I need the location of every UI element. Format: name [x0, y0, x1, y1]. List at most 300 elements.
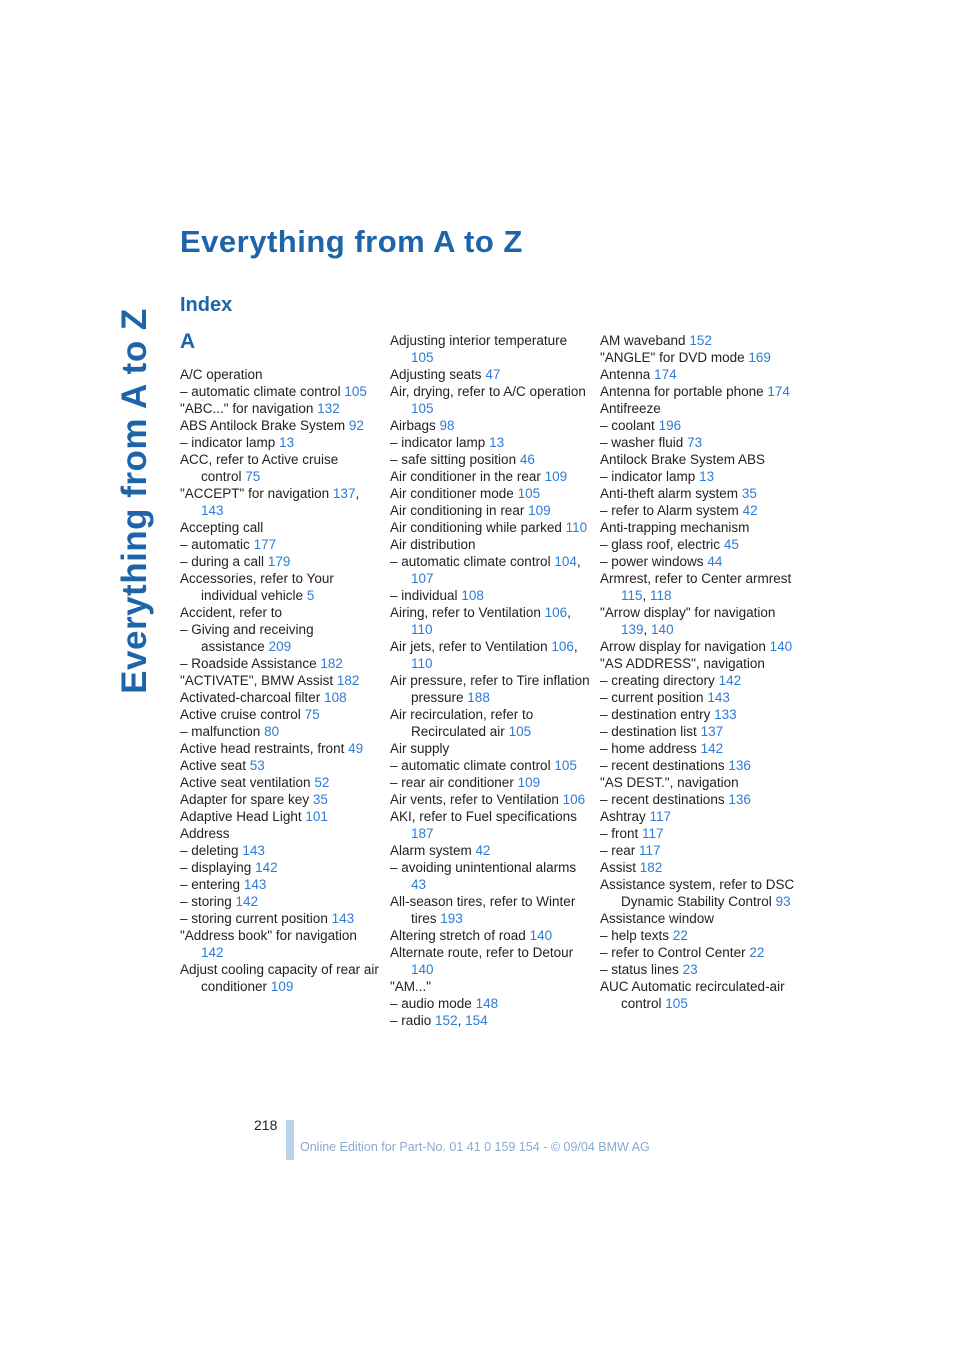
page-link[interactable]: 142 — [201, 945, 224, 960]
page-link[interactable]: 117 — [642, 826, 664, 841]
page-link[interactable]: 106 — [562, 792, 586, 807]
entry-term: – coolant — [600, 418, 655, 433]
index-entry — [180, 910, 380, 927]
page-link[interactable]: 154 — [465, 1013, 488, 1028]
page-link[interactable]: 137 — [332, 486, 356, 501]
index-entry — [180, 383, 380, 400]
index-entry — [600, 944, 800, 961]
page-link[interactable]: 110 — [411, 656, 433, 671]
page-link[interactable]: 23 — [682, 962, 698, 977]
page-link[interactable]: 49 — [348, 741, 364, 756]
index-entry — [600, 604, 800, 638]
entry-term: Active seat ventilation — [180, 775, 311, 790]
entry-term: Air jets, refer to Ventilation — [390, 639, 548, 654]
entry-term: – automatic climate control — [390, 758, 551, 773]
index-entry — [180, 740, 380, 757]
page-link[interactable]: 13 — [279, 435, 295, 450]
entry-term: Airbags — [390, 418, 436, 433]
entry-term: Armrest, refer to Center armrest — [600, 571, 792, 586]
page-link[interactable]: 188 — [467, 690, 490, 705]
index-entry — [390, 383, 590, 417]
entry-term: – help texts — [600, 928, 670, 943]
index-entry — [600, 825, 800, 842]
page-link[interactable]: 105 — [411, 350, 434, 365]
entry-term: Antilock Brake System ABS — [600, 452, 766, 467]
page-link[interactable]: 109 — [528, 503, 551, 518]
index-entry — [180, 757, 380, 774]
entry-term: "AS DEST.", navigation — [600, 775, 739, 790]
page-link[interactable]: 109 — [270, 979, 294, 994]
entry-term: "ABC..." for navigation — [180, 401, 314, 416]
entry-term: Air pressure, refer to Tire inflation pressure — [390, 673, 590, 705]
page-link[interactable]: 140 — [651, 622, 674, 637]
entry-term: – audio mode — [390, 996, 472, 1011]
index-entry — [390, 791, 590, 808]
entry-term: Adapter for spare key — [180, 792, 310, 807]
index-entry — [600, 757, 800, 774]
entry-term: – displaying — [180, 860, 252, 875]
index-entry — [390, 757, 590, 774]
page-link[interactable]: 136 — [728, 792, 751, 807]
index-entry — [390, 893, 590, 927]
page-link[interactable]: 35 — [741, 486, 757, 501]
index-entry — [180, 366, 380, 383]
index-entry — [180, 519, 380, 536]
index-entry — [600, 536, 800, 553]
index-column-3 — [600, 332, 800, 1012]
entry-term: Accessories, refer to Your individual vehicle — [180, 571, 334, 603]
page-link[interactable]: 80 — [264, 724, 280, 739]
entry-term: – glass roof, electric — [600, 537, 721, 552]
index-entry — [600, 417, 800, 434]
index-entry — [390, 332, 590, 366]
page-link[interactable]: 174 — [767, 384, 790, 399]
page-link[interactable]: 35 — [312, 792, 328, 807]
entry-term: Alarm system — [390, 843, 472, 858]
entry-term: – indicator lamp — [600, 469, 696, 484]
index-entry — [180, 859, 380, 876]
index-entry — [180, 825, 380, 842]
page-link[interactable]: 110 — [411, 622, 433, 637]
letter-heading: A — [180, 330, 196, 353]
entry-term: – current position — [600, 690, 704, 705]
index-entry — [390, 468, 590, 485]
index-entry — [180, 604, 380, 621]
index-entry — [390, 417, 590, 434]
index-entry — [390, 706, 590, 740]
index-entry — [180, 417, 380, 434]
entry-term: – Roadside Assistance — [180, 656, 317, 671]
index-entry — [180, 808, 380, 825]
index-entry — [390, 366, 590, 383]
page-link[interactable]: 148 — [475, 996, 499, 1011]
page-link[interactable]: 108 — [461, 588, 484, 603]
page-link[interactable]: 136 — [728, 758, 751, 773]
index-entry — [390, 1012, 590, 1029]
page-link[interactable]: 107 — [411, 571, 434, 586]
index-entry — [390, 587, 590, 604]
page-link[interactable]: 93 — [775, 894, 791, 909]
index-entry — [600, 689, 800, 706]
index-entry — [600, 485, 800, 502]
index-entry — [180, 791, 380, 808]
page-link[interactable]: 98 — [439, 418, 455, 433]
page-link[interactable]: 105 — [411, 401, 434, 416]
entry-term: – avoiding unintentional alarms — [390, 860, 577, 875]
page-link[interactable]: 53 — [249, 758, 265, 773]
entry-term: Altering stretch of road — [390, 928, 526, 943]
entry-term: – automatic climate control — [180, 384, 341, 399]
index-entry — [390, 978, 590, 995]
entry-term: Anti-theft alarm system — [600, 486, 739, 501]
page-link[interactable]: 142 — [235, 894, 259, 909]
footer-text: Online Edition for Part-No. 01 41 0 159 154 - © 09/04 BMW AG — [300, 1140, 650, 1154]
page-link[interactable]: 110 — [565, 520, 588, 535]
entry-term: Air recirculation, refer to Recirculated air — [390, 707, 534, 739]
entry-term: Accident, refer to — [180, 605, 283, 620]
entry-term: AM waveband — [600, 333, 686, 348]
index-entry — [600, 842, 800, 859]
footer-bar — [286, 1120, 294, 1160]
index-entry — [390, 519, 590, 536]
entry-term: Active seat — [180, 758, 247, 773]
entry-term: Assist — [600, 860, 637, 875]
page-link[interactable]: 109 — [544, 469, 568, 484]
page-link[interactable]: 152 — [689, 333, 712, 348]
page-link[interactable]: 105 — [665, 996, 688, 1011]
entry-term: AUC Automatic recirculated-air control — [600, 979, 785, 1011]
entry-term: "ACTIVATE", BMW Assist — [180, 673, 334, 688]
index-entry — [600, 400, 800, 417]
page-link[interactable]: 106 — [551, 639, 574, 654]
page-separator: , — [573, 639, 578, 654]
page-separator: , — [457, 1013, 466, 1028]
index-entry — [600, 740, 800, 757]
page-link[interactable]: 44 — [707, 554, 723, 569]
entry-term: A/C operation — [180, 367, 263, 382]
index-entry — [390, 842, 590, 859]
index-entry — [390, 944, 590, 978]
page-link[interactable]: 143 — [707, 690, 730, 705]
entry-term: ACC, refer to Active cruise control — [180, 452, 339, 484]
page-link[interactable]: 109 — [517, 775, 541, 790]
page-link[interactable]: 143 — [331, 911, 355, 926]
entry-term: AKI, refer to Fuel specifications — [390, 809, 577, 824]
page-link[interactable]: 105 — [508, 724, 532, 739]
index-entry — [390, 451, 590, 468]
entry-term: – rear air conditioner — [390, 775, 514, 790]
index-entry — [600, 332, 800, 349]
page-link[interactable]: 140 — [529, 928, 553, 943]
page-title: Everything from A to Z — [180, 224, 523, 259]
page-link[interactable]: 133 — [714, 707, 737, 722]
entry-term: "ANGLE" for DVD mode — [600, 350, 745, 365]
index-entry — [600, 570, 800, 604]
page-link[interactable]: 143 — [242, 843, 265, 858]
page-link[interactable]: 115 — [621, 588, 643, 603]
entry-term: Adjust cooling capacity of rear air conditioner — [180, 962, 379, 994]
page-link[interactable]: 75 — [245, 469, 261, 484]
page-link[interactable]: 139 — [621, 622, 644, 637]
entry-term: – indicator lamp — [180, 435, 276, 450]
entry-term: Air vents, refer to Ventilation — [390, 792, 559, 807]
index-column-1 — [180, 366, 380, 995]
entry-term: "Arrow display" for navigation — [600, 605, 776, 620]
entry-term: Antenna — [600, 367, 651, 382]
entry-term: – Giving and receiving assistance — [180, 622, 314, 654]
entry-term: – home address — [600, 741, 697, 756]
index-entry — [390, 485, 590, 502]
page-link[interactable]: 108 — [324, 690, 347, 705]
index-entry — [600, 808, 800, 825]
entry-term: Air conditioner mode — [390, 486, 514, 501]
page-link[interactable]: 22 — [672, 928, 688, 943]
page-link[interactable]: 105 — [554, 758, 577, 773]
index-entry — [390, 434, 590, 451]
entry-term: All-season tires, refer to Winter tires — [390, 894, 576, 926]
entry-term: – refer to Control Center — [600, 945, 746, 960]
index-entry — [600, 502, 800, 519]
entry-term: Airing, refer to Ventilation — [390, 605, 541, 620]
index-entry — [600, 434, 800, 451]
index-entry — [390, 927, 590, 944]
entry-term: – automatic climate control — [390, 554, 551, 569]
index-entry — [600, 791, 800, 808]
entry-term: "ACCEPT" for navigation — [180, 486, 330, 501]
entry-term: Air conditioning while parked — [390, 520, 562, 535]
page-link[interactable]: 182 — [639, 860, 663, 875]
index-column-2 — [390, 332, 590, 1029]
page-link[interactable]: 105 — [344, 384, 367, 399]
index-entry — [180, 961, 380, 995]
index-entry — [600, 706, 800, 723]
page-link[interactable]: 117 — [639, 843, 661, 858]
index-entry — [180, 400, 380, 417]
entry-term: – destination entry — [600, 707, 711, 722]
page-separator: , — [643, 622, 652, 637]
entry-term: – rear — [600, 843, 636, 858]
entry-term: Alternate route, refer to Detour — [390, 945, 574, 960]
entry-term: – front — [600, 826, 639, 841]
side-title — [116, 231, 154, 771]
page-link[interactable]: 101 — [305, 809, 328, 824]
index-entry — [600, 672, 800, 689]
entry-term: Air conditioning in rear — [390, 503, 525, 518]
index-entry — [390, 638, 590, 672]
index-entry — [600, 723, 800, 740]
page-link[interactable]: 73 — [687, 435, 703, 450]
entry-term: Arrow display for navigation — [600, 639, 766, 654]
page-link[interactable]: 105 — [517, 486, 541, 501]
index-entry — [180, 876, 380, 893]
page-link[interactable]: 143 — [201, 503, 224, 518]
index-entry — [180, 655, 380, 672]
entry-term: – refer to Alarm system — [600, 503, 739, 518]
page-link[interactable]: 193 — [440, 911, 463, 926]
entry-term: Adaptive Head Light — [180, 809, 302, 824]
index-entry — [600, 638, 800, 655]
entry-term: Antifreeze — [600, 401, 661, 416]
page-link[interactable]: 43 — [411, 877, 427, 892]
entry-term: Air conditioner in the rear — [390, 469, 541, 484]
index-entry — [390, 740, 590, 757]
entry-term: – individual — [390, 588, 458, 603]
entry-term: Assistance system, refer to DSC Dynamic Stability Control — [600, 877, 795, 909]
entry-term: Adjusting seats — [390, 367, 482, 382]
index-entry — [180, 434, 380, 451]
entry-term: "Address book" for navigation — [180, 928, 357, 943]
side-title-text: Everything from A to Z — [115, 308, 154, 694]
page-link[interactable]: 47 — [485, 367, 501, 382]
page-separator: , — [576, 554, 581, 569]
index-entry — [180, 536, 380, 553]
page-link[interactable]: 92 — [348, 418, 364, 433]
page-link[interactable]: 132 — [317, 401, 340, 416]
page-link[interactable]: 42 — [742, 503, 758, 518]
page-separator: , — [567, 605, 571, 620]
page-link[interactable]: 118 — [650, 588, 672, 603]
entry-term: – radio — [390, 1013, 432, 1028]
entry-term: – storing current position — [180, 911, 328, 926]
entry-term: – entering — [180, 877, 241, 892]
page-link[interactable]: 174 — [654, 367, 677, 382]
index-entry — [600, 468, 800, 485]
index-entry — [600, 927, 800, 944]
index-entry — [600, 655, 800, 672]
index-entry — [180, 927, 380, 961]
index-entry — [180, 485, 380, 519]
page-link[interactable]: 140 — [411, 962, 434, 977]
index-entry — [390, 995, 590, 1012]
index-entry — [600, 451, 800, 468]
page-link[interactable]: 46 — [519, 452, 535, 467]
entry-term: Accepting call — [180, 520, 264, 535]
page-link[interactable]: 182 — [320, 656, 343, 671]
page-number: 218 — [254, 1117, 278, 1133]
page-link[interactable]: 143 — [243, 877, 267, 892]
page-link[interactable]: 142 — [700, 741, 724, 756]
entry-term: Assistance window — [600, 911, 715, 926]
index-entry — [390, 774, 590, 791]
page-link[interactable]: 75 — [304, 707, 320, 722]
index-entry — [180, 723, 380, 740]
index-entry — [600, 859, 800, 876]
section-title: Index — [180, 294, 233, 316]
index-entry — [600, 978, 800, 1012]
entry-term: – recent destinations — [600, 792, 725, 807]
entry-term: – malfunction — [180, 724, 261, 739]
index-entry — [600, 349, 800, 366]
entry-term: – power windows — [600, 554, 704, 569]
page-link[interactable]: 142 — [718, 673, 742, 688]
entry-term: ABS Antilock Brake System — [180, 418, 346, 433]
index-entry — [390, 808, 590, 842]
index-entry — [600, 774, 800, 791]
page-link[interactable]: 140 — [769, 639, 793, 654]
index-entry — [600, 553, 800, 570]
entry-term: Active head restraints, front — [180, 741, 345, 756]
page-link[interactable]: 106 — [544, 605, 568, 620]
page-separator: , — [642, 588, 651, 603]
entry-term: Address — [180, 826, 230, 841]
index-entry — [180, 774, 380, 791]
index-entry — [390, 672, 590, 706]
entry-term: – storing — [180, 894, 232, 909]
page-link[interactable]: 5 — [306, 588, 315, 603]
entry-term: Air distribution — [390, 537, 476, 552]
page-link[interactable]: 13 — [489, 435, 505, 450]
page-link[interactable]: 169 — [748, 350, 771, 365]
page-link[interactable]: 45 — [723, 537, 739, 552]
index-entry — [600, 366, 800, 383]
index-entry — [180, 451, 380, 485]
index-entry — [390, 536, 590, 553]
page-link[interactable]: 187 — [411, 826, 434, 841]
index-entry — [180, 570, 380, 604]
page-link[interactable]: 182 — [336, 673, 360, 688]
page-link[interactable]: 179 — [267, 554, 291, 569]
index-entry — [390, 502, 590, 519]
index-entry — [390, 604, 590, 638]
entry-term: Air, drying, refer to A/C operation — [390, 384, 586, 399]
entry-term: Antenna for portable phone — [600, 384, 764, 399]
entry-term: – status lines — [600, 962, 679, 977]
entry-term: – recent destinations — [600, 758, 725, 773]
entry-term: – destination list — [600, 724, 697, 739]
page-link[interactable]: 142 — [255, 860, 278, 875]
index-entry — [390, 859, 590, 893]
page-link[interactable]: 152 — [435, 1013, 458, 1028]
entry-term: – safe sitting position — [390, 452, 517, 467]
page-link[interactable]: 137 — [700, 724, 724, 739]
page-link[interactable]: 196 — [658, 418, 682, 433]
index-entry — [180, 553, 380, 570]
entry-term: "AS ADDRESS", navigation — [600, 656, 765, 671]
index-entry — [390, 553, 590, 587]
entry-term: Active cruise control — [180, 707, 301, 722]
page-link[interactable]: 13 — [699, 469, 715, 484]
index-entry — [600, 383, 800, 400]
index-entry — [180, 842, 380, 859]
index-entry — [180, 706, 380, 723]
entry-term: Anti-trapping mechanism — [600, 520, 750, 535]
entry-term: "AM..." — [390, 979, 432, 994]
index-entry — [600, 519, 800, 536]
entry-term: – creating directory — [600, 673, 715, 688]
index-entry — [180, 672, 380, 689]
page-link[interactable]: 22 — [749, 945, 765, 960]
page-separator: , — [355, 486, 360, 501]
entry-term: – automatic — [180, 537, 250, 552]
page-link[interactable]: 52 — [314, 775, 330, 790]
entry-term: – indicator lamp — [390, 435, 486, 450]
index-entry — [180, 689, 380, 706]
entry-term: Ashtray — [600, 809, 646, 824]
page-link[interactable]: 177 — [253, 537, 277, 552]
index-entry — [600, 910, 800, 927]
page-link[interactable]: 104 — [554, 554, 577, 569]
page-link[interactable]: 117 — [649, 809, 672, 824]
index-entry — [180, 893, 380, 910]
page-link[interactable]: 209 — [268, 639, 292, 654]
entry-term: – during a call — [180, 554, 265, 569]
entry-term: – washer fluid — [600, 435, 684, 450]
page-link[interactable]: 42 — [475, 843, 491, 858]
index-entry — [600, 961, 800, 978]
index-entry — [600, 876, 800, 910]
entry-term: Adjusting interior temperature — [390, 333, 568, 348]
entry-term: – deleting — [180, 843, 239, 858]
